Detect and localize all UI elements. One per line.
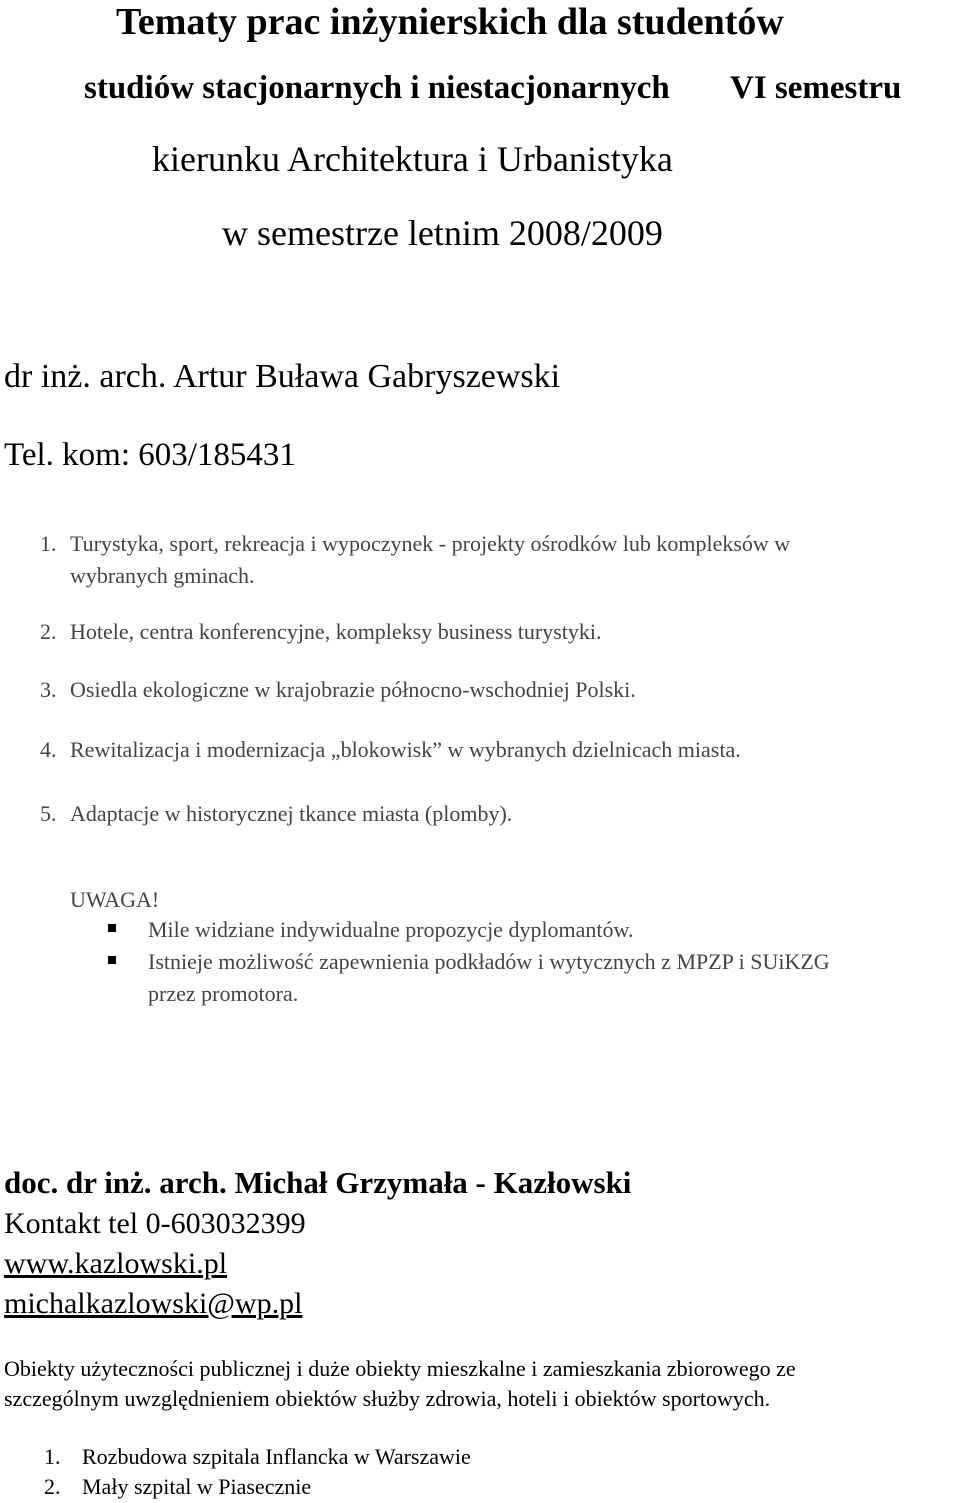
- topic-2-1-text: Rozbudowa szpitala Inflancka w Warszawie: [82, 1444, 471, 1469]
- topic-2-2-num: 2.: [44, 1474, 61, 1499]
- topic-3-num: 3.: [40, 677, 57, 702]
- note-title: UWAGA!: [70, 887, 160, 912]
- topic-5-text: Adaptacje w historycznej tkance miasta (plomby).: [70, 801, 513, 826]
- topic-1-text: Turystyka, sport, rekreacja i wypoczynek - projekty ośrodków lub kompleksów w: [70, 531, 791, 556]
- page-title: Tematy prac inżynierskich dla studentów: [116, 1, 784, 43]
- topic-4-num: 4.: [40, 737, 57, 762]
- contact-phone-2: Kontakt tel 0-603032399: [4, 1207, 306, 1240]
- phone-1: Tel. kom: 603/185431: [4, 437, 296, 473]
- subtitle-line-4: w semestrze letnim 2008/2009: [222, 213, 663, 253]
- subtitle-line-3: kierunku Architektura i Urbanistyka: [152, 139, 673, 179]
- bullet-square-icon: [108, 924, 116, 932]
- supervisor-2: doc. dr inż. arch. Michał Grzymała - Kazłowski: [4, 1165, 632, 1200]
- topic-1-num: 1.: [40, 531, 57, 556]
- note-1-text: Mile widziane indywidualne propozycje dyplomantów.: [148, 917, 634, 942]
- website-link[interactable]: www.kazlowski.pl: [4, 1247, 228, 1280]
- supervisor-1: dr inż. arch. Artur Buława Gabryszewski: [4, 358, 561, 395]
- topic-5-num: 5.: [40, 801, 57, 826]
- topic-1-cont: wybranych gminach.: [70, 563, 255, 588]
- topic-2-text: Hotele, centra konferencyjne, kompleksy business turystyki.: [70, 619, 602, 644]
- description-line-1: Obiekty użyteczności publicznej i duże obiekty mieszkalne i zamieszkania zbiorowego ze: [4, 1356, 796, 1381]
- subtitle-line-2b: VI semestru: [730, 70, 902, 106]
- note-2-cont: przez promotora.: [148, 981, 299, 1006]
- topic-4-text: Rewitalizacja i modernizacja „blokowisk” w wybranych dzielnicach miasta.: [70, 737, 741, 762]
- topic-2-2-text: Mały szpital w Piasecznie: [82, 1474, 312, 1499]
- topic-2-num: 2.: [40, 619, 57, 644]
- email-link[interactable]: michalkazlowski@wp.pl: [4, 1287, 303, 1320]
- subtitle-line-2a: studiów stacjonarnych i niestacjonarnych: [84, 70, 670, 106]
- note-2-text: Istnieje możliwość zapewnienia podkładów i wytycznych z MPZP i SUiKZG: [148, 949, 830, 974]
- topic-3-text: Osiedla ekologiczne w krajobrazie północno-wschodniej Polski.: [70, 677, 636, 702]
- description-line-2: szczególnym uwzględnieniem obiektów służby zdrowia, hoteli i obiektów sportowych.: [4, 1386, 771, 1411]
- bullet-square-icon: [108, 956, 116, 964]
- topic-2-1-num: 1.: [44, 1444, 61, 1469]
